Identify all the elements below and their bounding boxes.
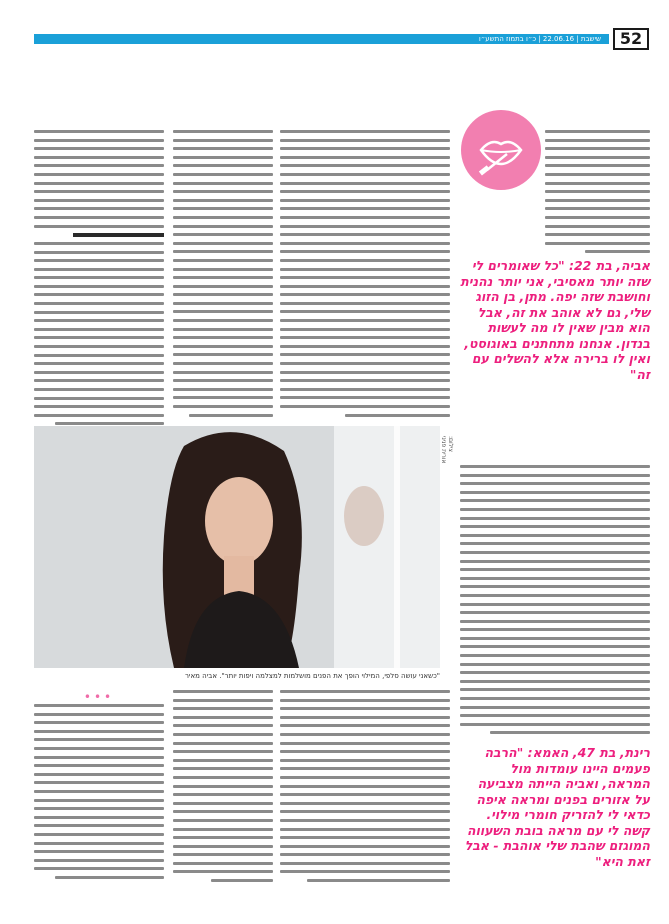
- text-column-lower-center: [173, 690, 273, 888]
- section-divider: •••: [83, 690, 115, 704]
- text-column-lower-left: [34, 690, 164, 884]
- text-column-center: [173, 130, 273, 422]
- text-column-right-top: [545, 130, 650, 259]
- photo-credit: צילום: אורית פניני: [440, 436, 454, 464]
- text-column-mid-right: [280, 130, 450, 422]
- portrait-photo: [34, 426, 440, 668]
- pull-quote-daughter: אביה, בת 22: "כל שאומרים לי שזה יותר מאסיבי, אני יותר נהנית וחושבת שזה יפה. מתן, בן הזוג שלי, גם לא אוהב את זה, אבל הוא מבין שאין לו מה לעשות בנדון. אנחנו מתחתנים באוגוסט, ואין לו ברירה אלא להשלים עם זה": [460, 258, 650, 382]
- text-column-left: [34, 130, 164, 431]
- page-header: [34, 30, 649, 50]
- text-column-right-mid: [460, 465, 650, 740]
- page-number: 52: [613, 28, 649, 50]
- lips-syringe-icon: [461, 110, 541, 190]
- photo-caption: "כשאני עושה סלפי, המילוי הופך את הפנים מושלמות למצלמה ויפות יותר". אביה מאיר: [184, 672, 440, 680]
- pull-quote-mother-visible: רינת, בת 47, האמא: "הרבה פעמים היינו עומדות מול המראה, ואביה הייתה מצביעה על אזורים בפנים ומראה איפה כדאי לי להזריק חומרי מילוי. קשה לי עם מראה בובת השעווה המוגזם שהבת שלי אוהבת - אבל זאת היא": [464, 745, 650, 869]
- text-column-lower-right: [280, 690, 450, 888]
- issue-info: שישבת | 22.06.16 | כ״ו בתמוז התשע״ו: [478, 35, 601, 43]
